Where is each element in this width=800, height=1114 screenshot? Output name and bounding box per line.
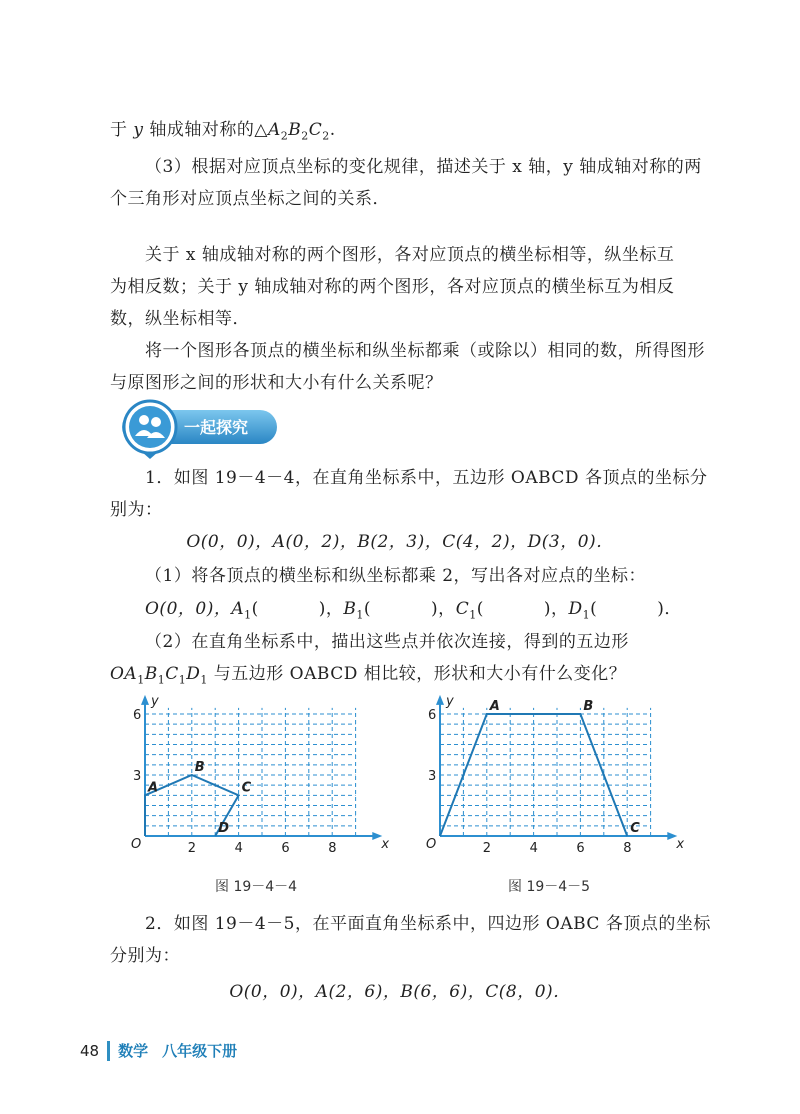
conclusion-line-3: 数，纵坐标相等． [110, 309, 250, 329]
y-axis-label: y [151, 693, 159, 709]
text-line-1: 于 y 轴成轴对称的$\triangle A_2B_2C_2$. [110, 120, 336, 143]
vertex-label-c: C [630, 821, 640, 836]
question-3-line-1: （3）根据对应顶点坐标的变化规律，描述关于 x 轴，y 轴成轴对称的两 [145, 157, 702, 177]
vertex-label-b: B [583, 699, 594, 714]
x-tick-label: 2 [482, 841, 492, 856]
y-tick-label: 6 [428, 708, 437, 723]
explore-together-badge [112, 398, 282, 460]
vertex-label-c: C [241, 780, 252, 796]
figure-19-4-4 [125, 693, 390, 860]
y-tick-label: 6 [133, 708, 142, 723]
question-3-line-2: 个三角形对应顶点坐标之间的关系． [110, 189, 390, 209]
figure-19-4-5 [420, 693, 685, 860]
x-tick-label: 4 [529, 841, 538, 856]
y-tick-label: 3 [133, 769, 142, 784]
exercise-1-fill-blanks: O(0，0)，$A_1$( )，$B_1$( )，$C_1$( )，$D_1$( )． [145, 599, 682, 622]
exercise-1-step-2-line-1: （2）在直角坐标系中，描出这些点并依次连接，得到的五边形 [145, 632, 629, 652]
vertex-label-b: B [194, 760, 205, 775]
question-line-1: 将一个图形各顶点的横坐标和纵坐标都乘（或除以）相同的数，所得图形 [145, 341, 705, 361]
exercise-1-step-1: （1）将各顶点的横坐标和纵坐标都乘 2，写出各对应点的坐标： [145, 566, 647, 586]
y-axis-arrow [141, 695, 149, 705]
badge-label: 一起探究 [184, 418, 249, 437]
origin-label: O [426, 837, 437, 852]
y-tick-label: 3 [428, 769, 437, 784]
page-footer [80, 1040, 237, 1061]
vertex-label-d: D [218, 821, 229, 836]
x-tick-label: 6 [281, 841, 290, 856]
conclusion-line-1: 关于 x 轴成轴对称的两个图形，各对应顶点的横坐标相等，纵坐标互 [145, 245, 675, 265]
origin-label: O [131, 837, 142, 852]
x-axis-label: x [381, 837, 390, 852]
x-tick-label: 2 [187, 841, 197, 856]
x-tick-label: 4 [234, 841, 243, 856]
footer-subject: 数学 [118, 1042, 149, 1060]
y-axis-arrow [436, 695, 444, 705]
exercise-1-step-2-line-2: $OA_1B_1C_1D_1$ 与五边形 OABCD 相比较，形状和大小有什么变化？ [110, 664, 627, 687]
x-tick-label: 8 [328, 841, 337, 856]
x-tick-label: 8 [623, 841, 632, 856]
exercise-1-line-1: 1．如图 19－4－4，在直角坐标系中，五边形 OABCD 各顶点的坐标分 [145, 468, 708, 488]
y-axis-label: y [446, 693, 454, 709]
exercise-1-line-2: 别为： [110, 500, 163, 520]
x-tick-label: 6 [576, 841, 585, 856]
vertex-label-a: A [148, 780, 159, 796]
vertex-label-a: A [489, 699, 500, 714]
question-line-2: 与原图形之间的形状和大小有什么关系呢？ [110, 373, 443, 393]
exercise-2-coordinates: O(0，0)，A(2，6)，B(6，6)，C(8，0)． [229, 982, 571, 1002]
exercise-2-line-2: 分别为： [110, 946, 180, 966]
footer-grade: 八年级下册 [162, 1042, 238, 1060]
figure-19-4-5-caption: 图 19－4－5 [508, 879, 591, 895]
conclusion-line-2: 为相反数；关于 y 轴成轴对称的两个图形，各对应顶点的横坐标互为相反 [110, 277, 675, 297]
exercise-1-coordinates: O(0，0)，A(0，2)，B(2，3)，C(4，2)，D(3，0)． [186, 532, 614, 552]
figure-19-4-4-caption: 图 19－4－4 [215, 879, 298, 895]
footer-divider [107, 1041, 110, 1061]
page-number: 48 [80, 1041, 100, 1060]
x-axis-label: x [676, 837, 685, 852]
exercise-2-line-1: 2．如图 19－4－5，在平面直角坐标系中，四边形 OABC 各顶点的坐标 [145, 914, 711, 934]
